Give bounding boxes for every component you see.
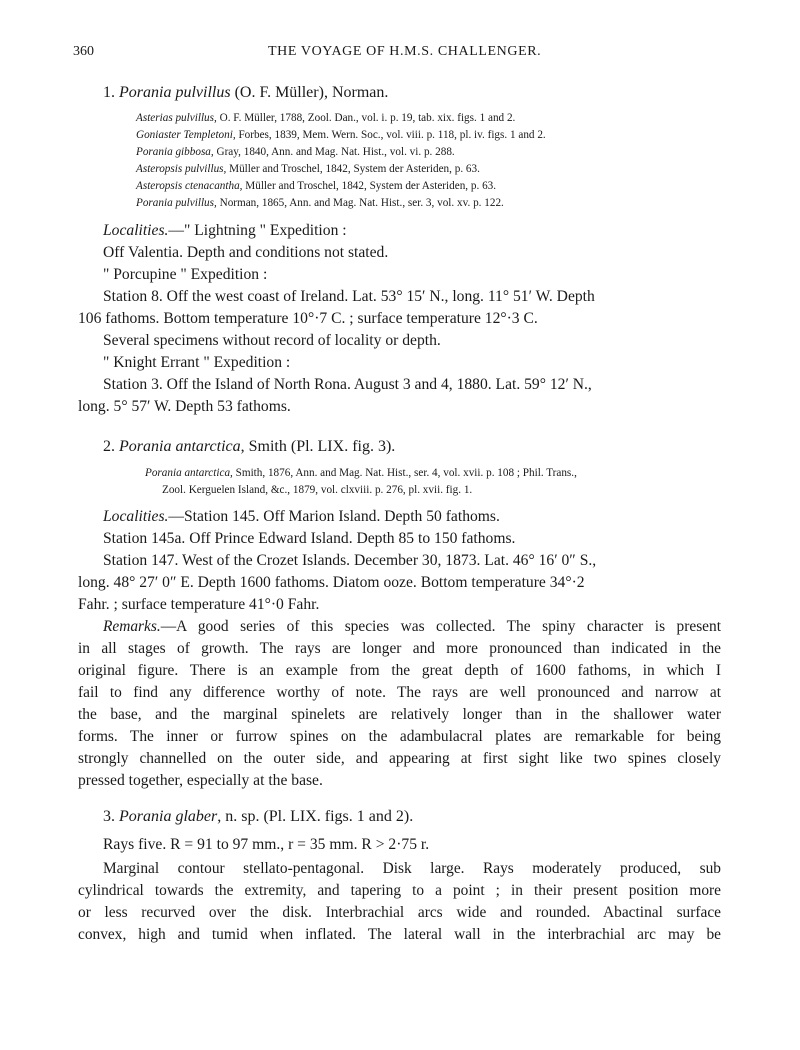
description-line: or less recurved over the disk. Interbrachial arcs wide and rounded. Abactinal surface — [78, 904, 721, 921]
remarks-line: Remarks.—A good series of this species was collected. The spiny character is present — [103, 618, 721, 635]
description-line: convex, high and tumid when inflated. The lateral wall in the interbrachial arc may be — [78, 926, 721, 943]
species-2-number: 2. — [103, 438, 115, 455]
synonym-line: Asteropsis pulvillus, Müller and Troschel, 1842, System der Asteriden, p. 63. — [136, 163, 480, 175]
description-line: cylindrical towards the extremity, and tapering to a point ; in their present position more — [78, 882, 721, 899]
description-line: Marginal contour stellato-pentagonal. Disk large. Rays moderately produced, sub — [103, 860, 721, 877]
species-2-heading — [103, 438, 395, 456]
page-number: 360 — [73, 44, 94, 59]
species-1-heading — [103, 84, 388, 102]
species-2-localities: Localities.—Station 145. Off Marion Island. Depth 50 fathoms. — [103, 508, 500, 525]
species-1-name: Porania pulvillus — [119, 84, 231, 101]
remarks-line: fail to find any difference worthy of note. The rays are well pronounced and narrow at — [78, 684, 721, 701]
synonym-line: Asterias pulvillus, O. F. Müller, 1788, Zool. Dan., vol. i. p. 19, tab. xix. figs. 1 and 2. — [136, 112, 516, 124]
remarks-line: in all stages of growth. The rays are longer and more pronounced than indicated in the — [78, 640, 721, 657]
species-3-number: 3. — [103, 808, 115, 825]
synonym-line: Asteropsis ctenacantha, Müller and Troschel, 1842, System der Asteriden, p. 63. — [136, 180, 497, 192]
synonym-line: Porania gibbosa, Gray, 1840, Ann. and Mag. Nat. Hist., vol. vi. p. 288. — [136, 146, 455, 158]
remarks-line: original figure. There is an example from the great depth of 1600 fathoms, in which I — [78, 662, 721, 679]
synonym-line: Porania antarctica, Smith, 1876, Ann. and Mag. Nat. Hist., ser. 4, vol. xvii. p. 108 ; Phil. Trans., — [145, 467, 577, 479]
synonym-line: Goniaster Templetoni, Forbes, 1839, Mem. Wern. Soc., vol. viii. p. 118, pl. iv. figs. 1 and 2. — [136, 129, 546, 141]
text-line: Fahr. ; surface temperature 41°·0 Fahr. — [78, 596, 320, 613]
synonym-line: Zool. Kerguelen Island, &c., 1879, vol. clxviii. p. 276, pl. xvii. fig. 1. — [162, 484, 473, 496]
remarks-line: forms. The inner or furrow spines on the adambulacral plates are remarkable for being — [78, 728, 721, 745]
species-3-heading — [103, 808, 413, 826]
text-line: long. 48° 27′ 0″ E. Depth 1600 fathoms. Diatom ooze. Bottom temperature 34°·2 — [78, 574, 585, 591]
text-line: Station 147. West of the Crozet Islands. December 30, 1873. Lat. 46° 16′ 0″ S., — [103, 552, 597, 569]
species-1-localities: Localities.—" Lightning " Expedition : — [103, 222, 347, 239]
running-title: THE VOYAGE OF H.M.S. CHALLENGER. — [268, 44, 542, 59]
synonym-line: Porania pulvillus, Norman, 1865, Ann. and Mag. Nat. Hist., ser. 3, vol. xv. p. 122. — [136, 197, 504, 209]
species-1-number: 1. — [103, 84, 115, 101]
species-2-name: Porania antarctica — [119, 438, 241, 455]
text-line: Station 8. Off the west coast of Ireland. Lat. 53° 15′ N., long. 11° 51′ W. Depth — [103, 288, 595, 305]
text-line: Several specimens without record of locality or depth. — [103, 332, 441, 349]
species-2-authority: , Smith (Pl. LIX. fig. 3). — [240, 438, 396, 455]
text-line: Station 3. Off the Island of North Rona. August 3 and 4, 1880. Lat. 59° 12′ N., — [103, 376, 592, 393]
remarks-line: strongly channelled on the outer side, and appearing at first sight like two spines closely — [78, 750, 721, 767]
species-3-authority: , n. sp. (Pl. LIX. figs. 1 and 2). — [217, 808, 414, 825]
species-3-name: Porania glaber — [119, 808, 218, 825]
text-line: Station 145a. Off Prince Edward Island. Depth 85 to 150 fathoms. — [103, 530, 516, 547]
text-line: " Knight Errant " Expedition : — [103, 354, 291, 371]
rays-line: Rays five. R = 91 to 97 mm., r = 35 mm. R > 2·75 r. — [103, 836, 430, 853]
species-1-authority: (O. F. Müller), Norman. — [230, 84, 389, 101]
text-line: 106 fathoms. Bottom temperature 10°·7 C. ; surface temperature 12°·3 C. — [78, 310, 538, 327]
remarks-line: the base, and the marginal spinelets are relatively longer than in the shallower water — [78, 706, 721, 723]
remarks-line: pressed together, especially at the base. — [78, 772, 323, 789]
text-line: long. 5° 57′ W. Depth 53 fathoms. — [78, 398, 291, 415]
text-line: " Porcupine " Expedition : — [103, 266, 268, 283]
text-line: Off Valentia. Depth and conditions not stated. — [103, 244, 389, 261]
